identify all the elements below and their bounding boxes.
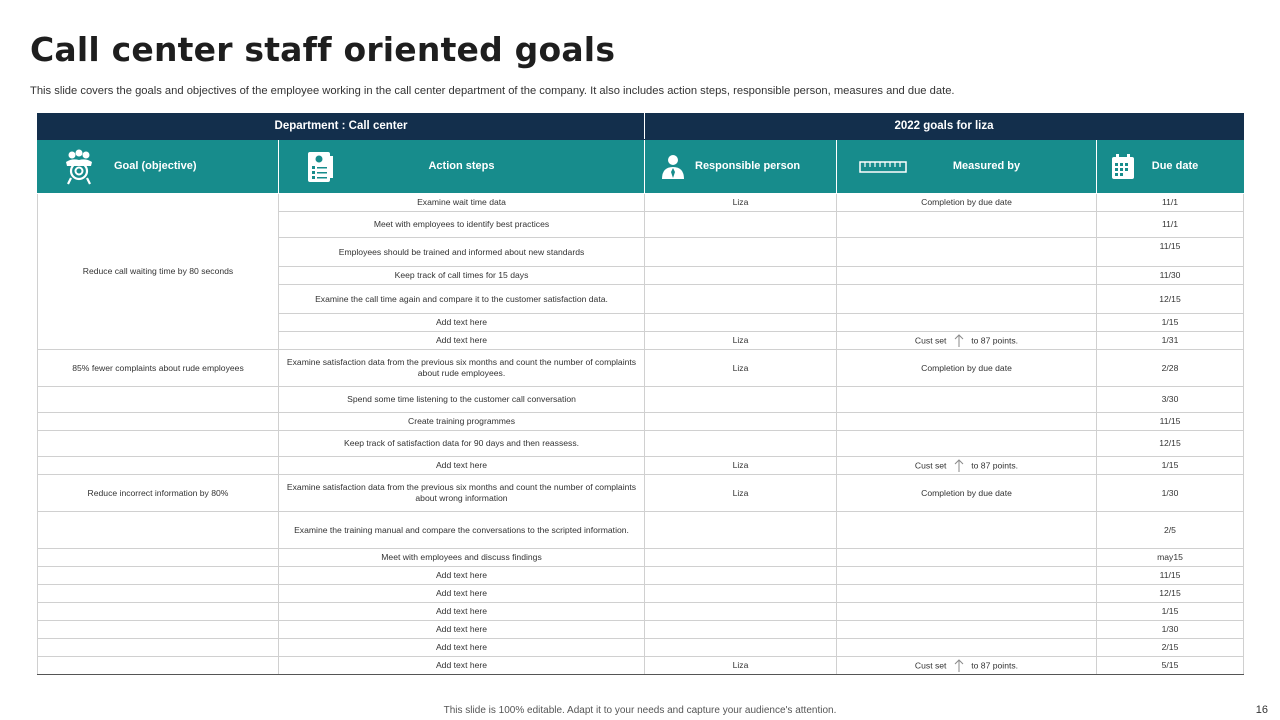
table-row <box>38 457 1244 475</box>
action-cell: Examine the call time again and compare it to the customer satisfaction data. <box>279 285 645 314</box>
measure-cell <box>837 549 1097 567</box>
action-cell: Add text here <box>279 639 645 657</box>
arrow-up-icon <box>953 659 965 673</box>
action-cell: Examine the training manual and compare the conversations to the scripted information. <box>279 512 645 549</box>
measure-cell <box>837 431 1097 457</box>
due-cell: 2/15 <box>1097 639 1244 657</box>
action-cell: Examine satisfaction data from the previous six months and count the number of complaints about rude employees. <box>279 350 645 387</box>
table-row <box>38 512 1244 549</box>
measure-cell: Completion by due date <box>837 194 1097 212</box>
table-row <box>38 567 1244 585</box>
arrow-up-icon <box>953 459 965 473</box>
measure-cell <box>837 314 1097 332</box>
due-cell: 12/15 <box>1097 431 1244 457</box>
action-cell: Meet with employees to identify best practices <box>279 212 645 238</box>
person-cell: Liza <box>645 457 837 475</box>
measure-cell <box>837 639 1097 657</box>
goals-table <box>37 113 1244 675</box>
arrow-up-icon <box>953 334 965 348</box>
person-cell <box>645 267 837 285</box>
table-row <box>38 657 1244 675</box>
goal-cell-empty <box>38 457 279 475</box>
column-header-due <box>1097 140 1244 194</box>
action-cell: Add text here <box>279 621 645 639</box>
goals-year-header: 2022 goals for liza <box>645 114 1244 140</box>
due-cell: 11/30 <box>1097 267 1244 285</box>
person-cell <box>645 549 837 567</box>
due-cell: 11/15 <box>1097 413 1244 431</box>
action-cell: Add text here <box>279 603 645 621</box>
action-cell: Keep track of satisfaction data for 90 days and then reassess. <box>279 431 645 457</box>
action-cell: Add text here <box>279 332 645 350</box>
table-row <box>38 475 1244 512</box>
due-cell: 1/30 <box>1097 475 1244 512</box>
goal-cell: Reduce call waiting time by 80 seconds <box>38 194 279 350</box>
action-cell: Create training programmes <box>279 413 645 431</box>
goal-cell: 85% fewer complaints about rude employees <box>38 350 279 387</box>
column-label-measure: Measured by <box>952 160 1021 172</box>
measure-cell <box>837 585 1097 603</box>
due-cell: 5/15 <box>1097 657 1244 675</box>
table-row <box>38 350 1244 387</box>
person-cell <box>645 413 837 431</box>
page-number: 16 <box>1255 704 1268 716</box>
goal-cell-empty <box>38 549 279 567</box>
person-cell <box>645 639 837 657</box>
action-cell: Add text here <box>279 457 645 475</box>
person-cell <box>645 431 837 457</box>
column-label-goal: Goal (objective) <box>114 160 197 172</box>
goal-cell-empty <box>38 431 279 457</box>
due-cell: 12/15 <box>1097 585 1244 603</box>
column-header-goal <box>38 140 279 194</box>
measure-cell <box>837 621 1097 639</box>
person-cell <box>645 512 837 549</box>
checklist-icon <box>285 150 355 184</box>
person-cell <box>645 314 837 332</box>
table-row <box>38 413 1244 431</box>
due-cell: 3/30 <box>1097 387 1244 413</box>
due-cell: 1/15 <box>1097 314 1244 332</box>
person-cell <box>645 285 837 314</box>
measure-cell <box>837 387 1097 413</box>
due-cell: 1/31 <box>1097 332 1244 350</box>
goal-cell-empty <box>38 621 279 639</box>
goal-cell-empty <box>38 512 279 549</box>
due-cell: 11/1 <box>1097 212 1244 238</box>
measure-cell <box>837 212 1097 238</box>
goal-cell-empty <box>38 639 279 657</box>
table-row <box>38 585 1244 603</box>
department-header: Department : Call center <box>38 114 645 140</box>
table-row <box>38 387 1244 413</box>
due-cell: 1/30 <box>1097 621 1244 639</box>
measure-cell: Completion by due date <box>837 350 1097 387</box>
action-cell: Employees should be trained and informed about new standards <box>279 238 645 267</box>
action-cell: Examine wait time data <box>279 194 645 212</box>
measure-label: Cust set <box>914 459 947 470</box>
table-row <box>38 431 1244 457</box>
goal-people-icon <box>44 149 114 185</box>
slide-subtitle: This slide covers the goals and objectives of the employee working in the call center department of the company. It also includes action steps, responsible person, measures and due date. <box>30 85 955 97</box>
measure-cell <box>837 657 1097 675</box>
table-row <box>38 639 1244 657</box>
person-cell <box>645 567 837 585</box>
goal-cell-empty <box>38 657 279 675</box>
due-cell: 11/15 <box>1097 567 1244 585</box>
person-cell <box>645 585 837 603</box>
due-cell: 2/5 <box>1097 512 1244 549</box>
goal-cell-empty <box>38 413 279 431</box>
goal-cell-empty <box>38 603 279 621</box>
measure-cell: Completion by due date <box>837 475 1097 512</box>
measure-cell <box>837 603 1097 621</box>
ruler-icon <box>843 161 923 173</box>
action-cell: Keep track of call times for 15 days <box>279 267 645 285</box>
action-cell: Add text here <box>279 314 645 332</box>
measure-cell <box>837 267 1097 285</box>
due-cell: 11/1 <box>1097 194 1244 212</box>
table-row <box>38 621 1244 639</box>
column-header-measure <box>837 140 1097 194</box>
slide-title: Call center staff oriented goals <box>30 30 616 69</box>
goal-cell-empty <box>38 387 279 413</box>
table-row <box>38 194 1244 212</box>
person-cell: Liza <box>645 194 837 212</box>
due-cell: 1/15 <box>1097 457 1244 475</box>
person-cell <box>645 621 837 639</box>
measure-cell <box>837 413 1097 431</box>
person-cell <box>645 212 837 238</box>
person-cell: Liza <box>645 475 837 512</box>
column-label-due: Due date <box>1151 160 1199 172</box>
measure-cell <box>837 567 1097 585</box>
person-cell <box>645 603 837 621</box>
table-row <box>38 603 1244 621</box>
table-row <box>38 549 1244 567</box>
measure-cell <box>837 512 1097 549</box>
due-cell: may15 <box>1097 549 1244 567</box>
action-cell: Add text here <box>279 567 645 585</box>
measure-target: to 87 points. <box>971 659 1019 670</box>
measure-cell <box>837 457 1097 475</box>
goal-cell: Reduce incorrect information by 80% <box>38 475 279 512</box>
measure-target: to 87 points. <box>971 459 1019 470</box>
action-cell: Meet with employees and discuss findings <box>279 549 645 567</box>
measure-cell <box>837 238 1097 267</box>
person-cell: Liza <box>645 332 837 350</box>
due-cell: 12/15 <box>1097 285 1244 314</box>
action-cell: Spend some time listening to the customer call conversation <box>279 387 645 413</box>
measure-label: Cust set <box>914 659 947 670</box>
measure-cell <box>837 285 1097 314</box>
person-cell <box>645 387 837 413</box>
goal-cell-empty <box>38 567 279 585</box>
measure-label: Cust set <box>914 334 947 345</box>
action-cell: Examine satisfaction data from the previous six months and count the number of complaints about wrong information <box>279 475 645 512</box>
person-icon <box>651 154 695 180</box>
goal-cell-empty <box>38 585 279 603</box>
due-cell: 11/15 <box>1097 238 1244 267</box>
person-cell <box>645 238 837 267</box>
person-cell: Liza <box>645 350 837 387</box>
column-header-person <box>645 140 837 194</box>
action-cell: Add text here <box>279 657 645 675</box>
person-cell: Liza <box>645 657 837 675</box>
measure-cell <box>837 332 1097 350</box>
column-label-action: Action steps <box>428 160 495 172</box>
action-cell: Add text here <box>279 585 645 603</box>
footer-note: This slide is 100% editable. Adapt it to your needs and capture your audience's attention. <box>443 705 837 716</box>
measure-target: to 87 points. <box>971 334 1019 345</box>
due-cell: 2/28 <box>1097 350 1244 387</box>
due-cell: 1/15 <box>1097 603 1244 621</box>
column-label-person: Responsible person <box>695 160 801 172</box>
column-header-action <box>279 140 645 194</box>
calendar-icon <box>1103 154 1143 180</box>
